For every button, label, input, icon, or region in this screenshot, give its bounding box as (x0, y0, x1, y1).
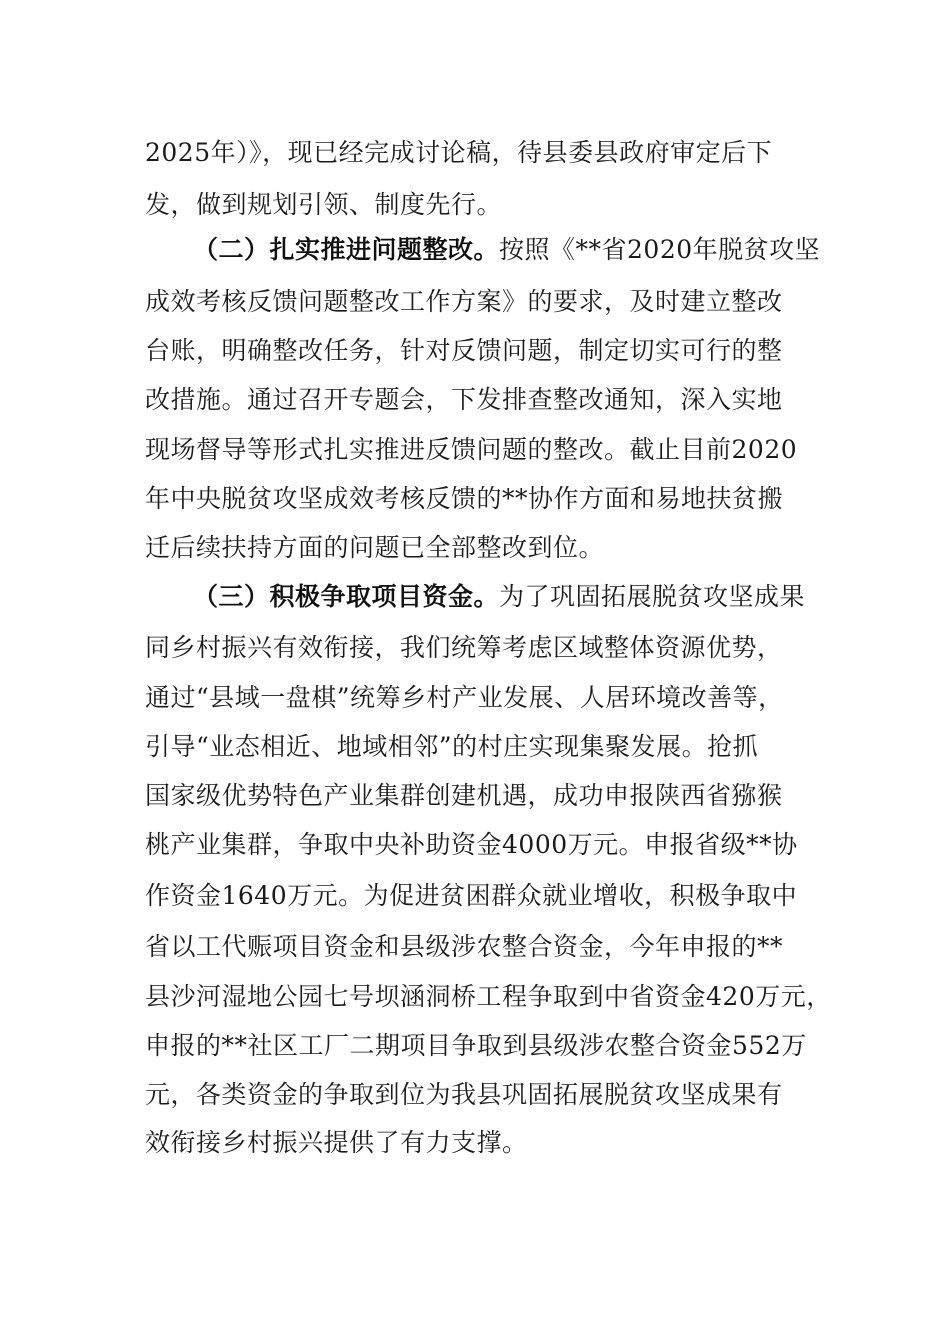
text-run: 为了巩固拓展脱贫攻坚成果 (499, 582, 806, 611)
text-run: 效衔接乡村振兴提供了有力支撑。 (145, 1128, 528, 1157)
text-run: 迁后续扶持方面的问题已全部整改到位。 (145, 533, 605, 562)
text-line (145, 930, 783, 964)
text-line (145, 334, 783, 368)
section-heading: （二）扎实推进问题整改。 (193, 235, 500, 264)
text-line (145, 828, 798, 862)
text-line (145, 980, 832, 1014)
text-line (145, 531, 604, 565)
text-line (145, 1029, 807, 1063)
text-run: 国家级优势特色产业集群创建机遇，成功申报陕西省猕猴 (145, 781, 783, 810)
text-line (145, 285, 783, 319)
text-run: 元，各类资金的争取到位为我县巩固拓展脱贫攻坚成果有 (145, 1080, 783, 1109)
text-line (145, 1078, 783, 1112)
text-run: 县沙河湿地公园七号坝涵洞桥工程争取到中省资金420万元， (145, 982, 832, 1011)
text-line (145, 779, 783, 813)
text-run: 桃产业集群，争取中央补助资金4000万元。申报省级**协 (145, 830, 798, 859)
section-heading-line (193, 580, 805, 614)
text-run: 2025年）》，现已经完成讨论稿，待县委县政府审定后下 (145, 138, 773, 167)
text-line (145, 631, 783, 665)
text-run: 成效考核反馈问题整改工作方案》的要求，及时建立整改 (145, 287, 783, 316)
text-line (145, 433, 797, 467)
text-line (145, 383, 783, 417)
text-run: 通过“县域一盘棋”统筹乡村产业发展、人居环境改善等， (145, 683, 784, 712)
text-line (145, 730, 758, 764)
text-run: 引导“业态相近、地域相邻”的村庄实现集聚发展。抢抓 (145, 732, 759, 761)
text-line (145, 482, 783, 516)
section-heading-line (193, 233, 820, 267)
text-line (145, 1126, 528, 1160)
text-line (145, 879, 797, 913)
text-run: 台账，明确整改任务，针对反馈问题，制定切实可行的整 (145, 336, 783, 365)
text-line (145, 188, 502, 222)
text-run: 年中央脱贫攻坚成效考核反馈的**协作方面和易地扶贫搬 (145, 484, 784, 513)
text-run: 作资金1640万元。为促进贫困群众就业增收，积极争取中 (145, 881, 798, 910)
text-run: 按照《**省2020年脱贫攻坚 (499, 235, 821, 264)
text-run: 申报的**社区工厂二期项目争取到县级涉农整合资金552万 (145, 1031, 807, 1060)
text-run: 改措施。通过召开专题会，下发排查整改通知，深入实地 (145, 385, 783, 414)
text-run: 发，做到规划引领、制度先行。 (145, 190, 503, 219)
text-run: 同乡村振兴有效衔接，我们统筹考虑区域整体资源优势， (145, 633, 783, 662)
section-heading: （三）积极争取项目资金。 (193, 582, 500, 611)
text-run: 省以工代赈项目资金和县级涉农整合资金，今年申报的** (145, 932, 784, 961)
text-line (145, 681, 784, 715)
text-line (145, 136, 772, 170)
text-run: 现场督导等形式扎实推进反馈问题的整改。截止目前2020 (145, 435, 798, 464)
